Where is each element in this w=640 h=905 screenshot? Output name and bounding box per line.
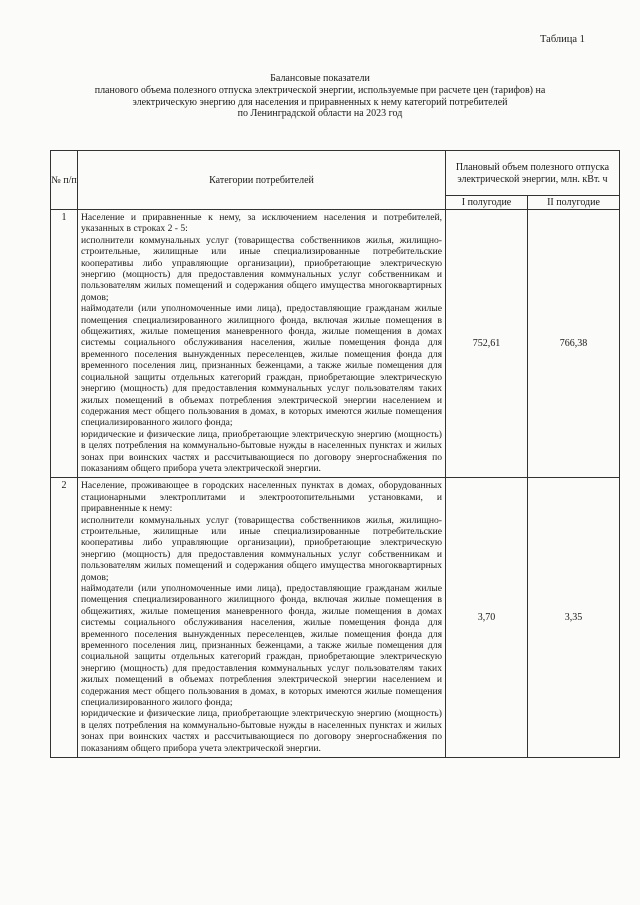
table-row: [51, 210, 620, 478]
row-category: [78, 210, 446, 478]
header-category: Категории потребителей: [78, 151, 446, 210]
table-header-row: [51, 151, 620, 196]
row-value-half-2: 3,35: [528, 478, 620, 758]
table-number-label: Таблица 1: [540, 34, 585, 45]
category-paragraph: исполнители коммунальных услуг (товарищества собственников жилья, жилищно-строительные, жилищные или иные специализированные потребительские кооперативы либо управляющие организации), приобретающие электрическую энергию (мощность) для предоставления коммунальных услуг собственникам и пользователям жилых помещений и содержания общего имущества многоквартирных домов;: [81, 234, 442, 303]
row-value-half-1: 3,70: [446, 478, 528, 758]
heading-line-1: Балансовые показатели: [270, 73, 370, 84]
row-category: [78, 478, 446, 758]
header-planned-volume: Плановый объем полезного отпуска электрической энергии, млн. кВт. ч: [446, 151, 620, 196]
category-paragraph: юридические и физические лица, приобретающие электрическую энергию (мощность) в целях потребления на коммунально-бытовые нужды в населенных пунктах и жилых зонах при воинских частях и рассчитывающиеся по договору энергоснабжения по показаниям общего прибора учета электрической энергии.: [81, 428, 442, 474]
table-row: [51, 478, 620, 758]
heading-line-2: планового объема полезного отпуска электрической энергии, используемые при расчете цен (тарифов) на: [94, 84, 546, 96]
row-number: 1: [51, 210, 78, 478]
heading-line-3: электрическую энергию для населения и приравненных к нему категорий потребителей: [132, 96, 508, 108]
header-half-1: I полугодие: [446, 196, 528, 210]
row-value-half-1: 752,61: [446, 210, 528, 478]
category-paragraph: Население и приравненные к нему, за исключением населения и потребителей, указанных в строках 2 - 5:: [81, 212, 442, 235]
category-paragraph: исполнители коммунальных услуг (товарищества собственников жилья, жилищно-строительные, жилищные или иные специализированные потребительские кооперативы либо управляющие организации), приобретающие электрическую энергию (мощность) для предоставления коммунальных услуг собственникам и пользователям жилых помещений и содержания общего имущества многоквартирных домов;: [81, 514, 442, 583]
row-number: 2: [51, 478, 78, 758]
category-paragraph: Население, проживающее в городских населенных пунктах в домах, оборудованных стационарными электроплитами и электроотопительными установками, и приравненные к нему:: [81, 480, 442, 515]
heading-line-4: по Ленинградской области на 2023 год: [237, 108, 403, 120]
document-heading: [60, 73, 580, 120]
row-value-half-2: 766,38: [528, 210, 620, 478]
category-paragraph: наймодатели (или уполномоченные ими лица), предоставляющие гражданам жилые помещения специализированного жилищного фонда, включая жилые помещения в общежитиях, жилые помещения маневренного фонда, жилые помещения в домах системы социального обслуживания населения, жилые помещения фонда для временного поселения вынужденных переселенцев, жилые помещения фонда для временного поселения лиц, признанных беженцами, а также жилые помещения для социальной защиты отдельных категорий граждан, приобретающие электрическую энергию (мощность) для предоставления коммунальных услуг пользователям таких жилых помещений в объемах потребления электрической энергии населением и содержания мест общего пользования в домах, в которых имеются жилые помещения специализированного жилого фонда;: [81, 303, 442, 429]
header-half-2: II полугодие: [528, 196, 620, 210]
category-paragraph: наймодатели (или уполномоченные ими лица), предоставляющие гражданам жилые помещения специализированного жилищного фонда, включая жилые помещения в общежитиях, жилые помещения маневренного фонда, жилые помещения в домах системы социального обслуживания населения, жилые помещения фонда для временного поселения вынужденных переселенцев, жилые помещения фонда для временного поселения лиц, признанных беженцами, а также жилые помещения для социальной защиты отдельных категорий граждан, приобретающие электрическую энергию (мощность) для предоставления коммунальных услуг пользователям таких жилых помещений в объемах потребления электрической энергии населением и содержания мест общего пользования в домах, в которых имеются жилые помещения специализированного жилого фонда;: [81, 583, 442, 709]
category-paragraph: юридические и физические лица, приобретающие электрическую энергию (мощность) в целях потребления на коммунально-бытовые нужды в населенных пунктах и жилых зонах при воинских частях и рассчитывающиеся по договору энергоснабжения по показаниям общего прибора учета электрической энергии.: [81, 708, 442, 754]
balance-table: [50, 150, 620, 758]
header-number: № п/п: [51, 151, 78, 210]
